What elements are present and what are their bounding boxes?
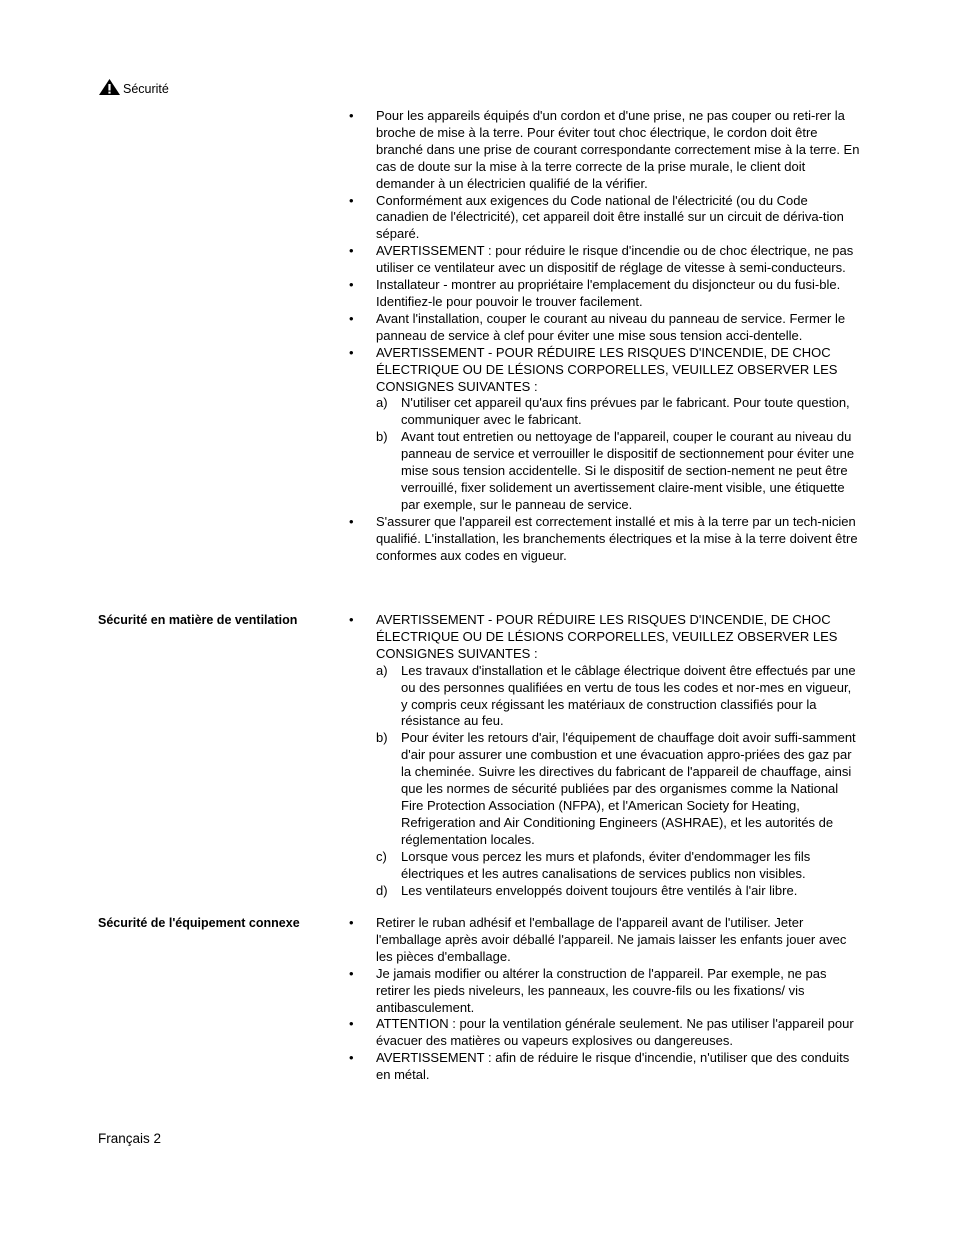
sub-list-item: c) Lorsque vous percez les murs et plafonds, éviter d'endommager les fils électriques et les autres canalisations de services publics non visibles. <box>376 848 811 881</box>
sub-list-item: a) Les travaux d'installation et le câblage électrique doivent être effectués par une ou des personnes qualifiées en vertu de tous les codes et nor-mes en vigueur, y compris ceux régissant les matériaux de construction classifiés pour la résistance au feu. <box>376 662 856 729</box>
list-item: • Retirer le ruban adhésif et l'emballage de l'appareil avant de l'utiliser. Jeter l'emballage après avoir déballé l'appareil. Ne jamais laisser les enfants jouer avec les pièces d'emballage. <box>349 915 847 964</box>
list-item: • ATTENTION : pour la ventilation générale seulement. Ne pas utiliser l'appareil pour évacuer des matières ou vapeurs explosives ou dangereuses. <box>349 1016 854 1049</box>
list-item: • Je jamais modifier ou altérer la construction de l'appareil. Par exemple, ne pas retirer les pieds niveleurs, les panneaux, les couvre-fils ou les fixations/ vis antibasculement. <box>349 965 827 1015</box>
warning-triangle-icon <box>98 78 123 96</box>
list-item: • Pour les appareils équipés d'un cordon et d'une prise, ne pas couper ou reti-rer la broche de mise à la terre. Pour éviter tout choc électrique, le cordon doit être branché dans une prise de courant correspondante correctement mise à la terre. En cas de doute sur la mise à la terre correcte de la prise murale, le client doit demander à un électricien qualifié de la vérifier. <box>349 108 860 191</box>
sub-list <box>376 395 861 513</box>
list-item: • AVERTISSEMENT : pour réduire le risque d'incendie ou de choc électrique, ne pas utiliser ce ventilateur avec un dispositif de réglage de vitesse à semi-conducteurs. <box>349 243 854 276</box>
equipment-safety-list <box>349 915 861 1084</box>
list-item: • Conformément aux exigences du Code national de l'électricité (ou du Code canadien de l'électricité), cet appareil doit être installé sur un circuit de dériva-tion séparé. <box>349 192 844 242</box>
page-footer: Français 2 <box>98 1131 162 1146</box>
list-item: • AVERTISSEMENT : afin de réduire le risque d'incendie, n'utiliser que des conduits en métal. <box>349 1050 850 1083</box>
list-item: • Avant l'installation, couper le courant au niveau du panneau de service. Fermer le panneau de service à clef pour éviter une mise sous tension acci-dentelle. <box>349 310 846 343</box>
sub-list-item: a) N'utiliser cet appareil qu'aux fins prévues par le fabricant. Pour toute question, communiquer avec le fabricant. <box>376 395 850 428</box>
list-item: • Installateur - montrer au propriétaire l'emplacement du disjoncteur ou du fusi-ble. Identifiez-le pour pouvoir le trouver facilement. <box>349 277 841 309</box>
list-item: • AVERTISSEMENT - POUR RÉDUIRE LES RISQUES D'INCENDIE, DE CHOC ÉLECTRIQUE OU DE LÉSIONS CORPORELLES, VEUILLEZ OBSERVER LES CONSIGNES SUIVANTES : a) N'utiliser cet appareil qu'aux fins prévues par le fabricant. Pour toute question, communiquer avec le fabricant. b) Avant tout entretien ou nettoyage de l'appareil, couper le courant au niveau du panneau de service et verrouiller le dispositif de sectionnement pour éviter une mise sous tension accidentelle. Si le dispositif de section-nement ne peut être verrouillé, fixer solidement un avertissement claire-ment visible, une étiquette par exemple, sur le panneau de service. <box>349 345 861 514</box>
page-header-title: Sécurité <box>123 82 169 96</box>
ventilation-safety-list <box>349 612 861 899</box>
sub-list-item: d) Les ventilateurs enveloppés doivent toujours être ventilés à l'air libre. <box>376 882 798 898</box>
page-header <box>98 78 169 96</box>
equipment-safety-list-container <box>349 915 861 1084</box>
sub-list-item: b) Avant tout entretien ou nettoyage de l'appareil, couper le courant au niveau du panneau de service et verrouiller le dispositif de sectionnement pour éviter une mise sous tension accidentelle. Si le dispositif de section-nement ne peut être verrouillé, fixer solidement un avertissement claire-ment visible, une étiquette par exemple, sur le panneau de service. <box>376 429 855 512</box>
sub-list-item: b) Pour éviter les retours d'air, l'équipement de chauffage doit avoir suffi-samment d'air pour assurer une combustion et une évacuation appro-priées des gaz par la cheminée. Suivre les directives du fabricant de l'appareil de chauffage, ainsi que les normes de sécurité publiées par des organismes comme la National Fire Protection Association (NFPA), et l'American Society for Heating, Refrigeration and Air Conditioning Engineers (ASHRAE), et les autorités de réglementation locales. <box>376 730 856 847</box>
ventilation-safety-list-container <box>349 612 861 899</box>
general-safety-list <box>349 108 861 564</box>
list-item: • AVERTISSEMENT - POUR RÉDUIRE LES RISQUES D'INCENDIE, DE CHOC ÉLECTRIQUE OU DE LÉSIONS CORPORELLES, VEUILLEZ OBSERVER LES CONSIGNES SUIVANTES : a) Les travaux d'installation et le câblage électrique doivent être effectués par une ou des personnes qualifiées en vertu de tous les codes et nor-mes en vigueur, y compris ceux régissant les matériaux de construction classifiés pour la résistance au feu. b) Pour éviter les retours d'air, l'équipement de chauffage doit avoir suffi-samment d'air pour assurer une combustion et une évacuation appro-priées des gaz par la cheminée. Suivre les directives du fabricant de l'appareil de chauffage, ainsi que les normes de sécurité publiées par des organismes comme la National Fire Protection Association (NFPA), et l'American Society for Heating, Refrigeration and Air Conditioning Engineers (ASHRAE), et les autorités de réglementation locales. c) Lorsque vous percez les murs et plafonds, éviter d'endommager les fils électriques et les autres canalisations de services publics non visibles. d) Les ventilateurs enveloppés doivent toujours être ventilés à l'air libre. <box>349 612 861 899</box>
list-item: • S'assurer que l'appareil est correctement installé et mis à la terre par un tech-nicien qualifié. L'installation, les branchements électriques et la mise à la terre doivent être conformes aux codes en vigueur. <box>349 513 858 563</box>
general-safety-list-container <box>349 108 861 564</box>
section-label-ventilation: Sécurité en matière de ventilation <box>98 613 298 627</box>
sub-list <box>376 663 861 900</box>
section-label-related-equipment: Sécurité de l'équipement connexe <box>98 916 300 930</box>
